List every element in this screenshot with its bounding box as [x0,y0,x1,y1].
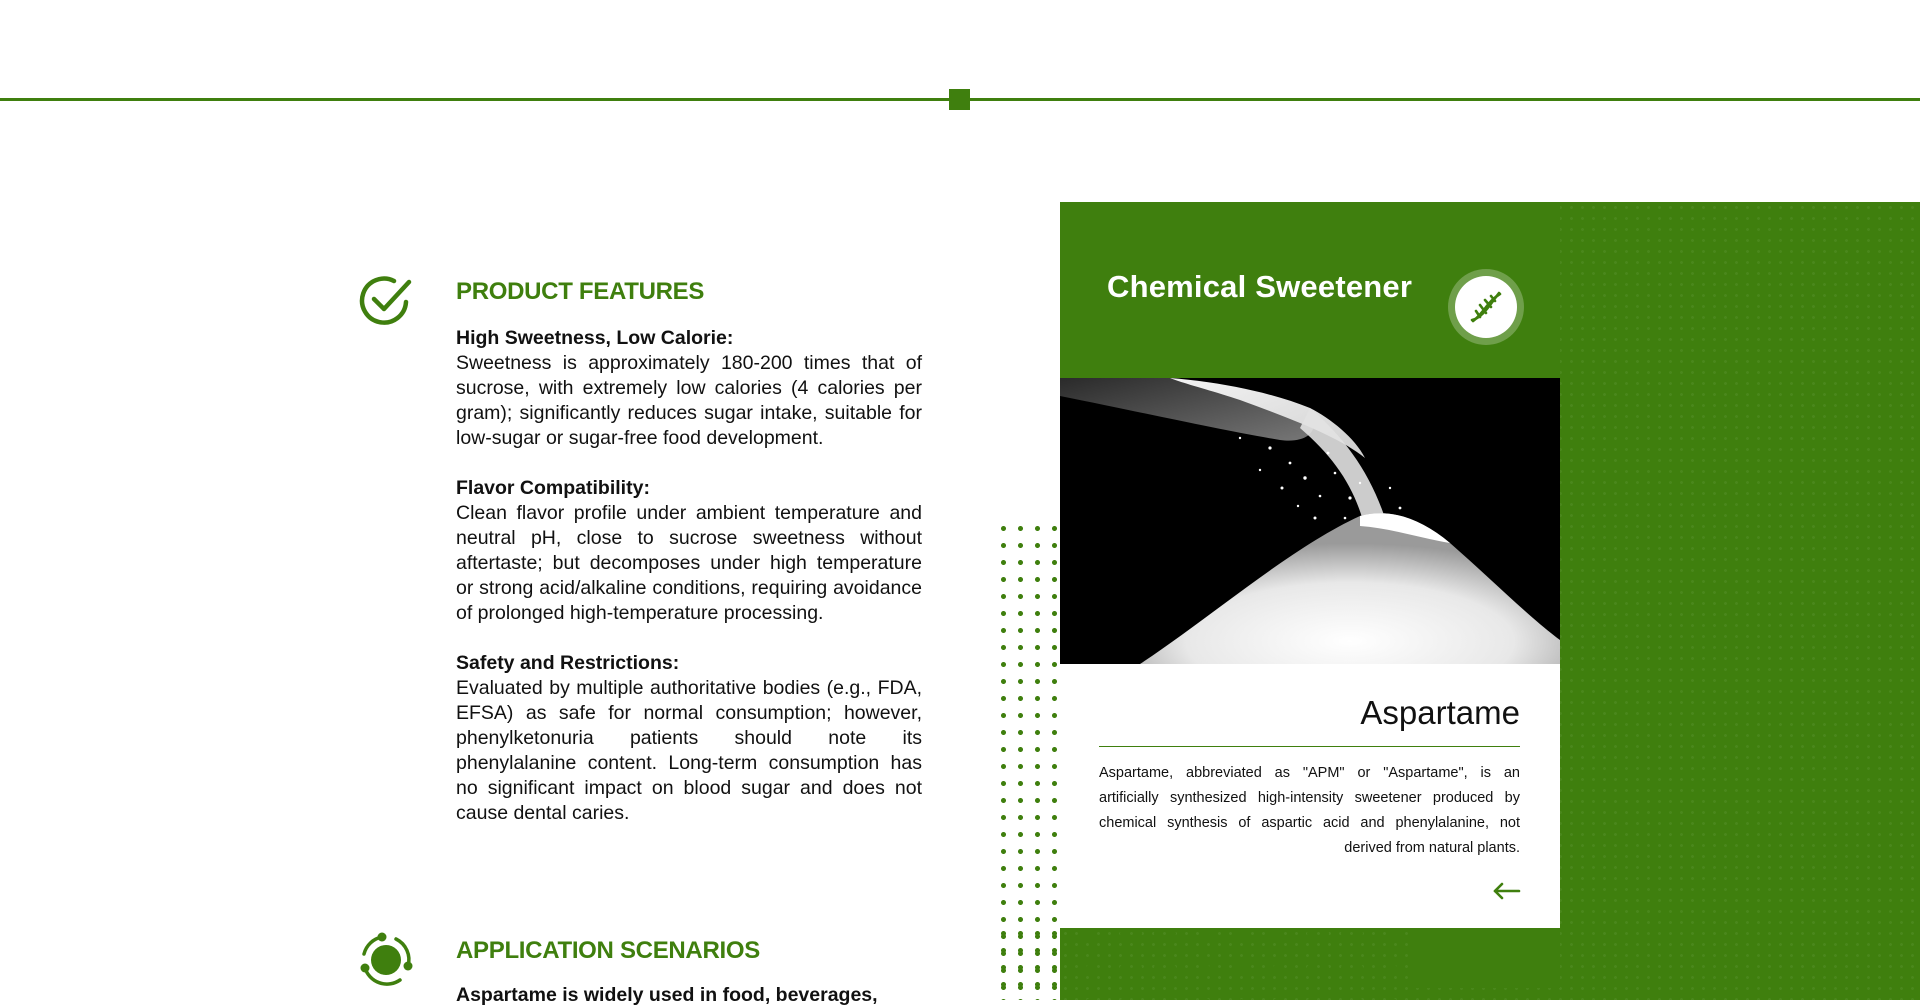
feature-text: Evaluated by multiple authoritative bodies (e.g., FDA, EFSA) as safe for normal consumption; however, phenylketonuria patients should note its phenylalanine content. Long-term consumption has no significant impact on blood sugar and does not cause dental caries. [456,677,922,824]
feature-title: High Sweetness, Low Calorie: [456,327,734,349]
features-heading: PRODUCT FEATURES [456,278,705,305]
card-divider [1099,746,1520,747]
sugar-spoon-icon [1060,378,1560,664]
applications-heading: APPLICATION SCENARIOS [456,937,760,964]
feature-title: Safety and Restrictions: [456,652,680,674]
dna-icon [1466,287,1506,327]
product-name: Aspartame [1360,694,1520,731]
feature-item [456,326,922,451]
card-header [1060,202,1560,378]
product-image [1060,378,1560,664]
card-accent-strip [1414,928,1560,988]
feature-title: Flavor Compatibility: [456,477,650,499]
feature-item [456,651,922,826]
arrow-left-icon[interactable] [1492,882,1522,900]
features-list [456,326,922,851]
divider-square [949,89,970,110]
card-body [1060,664,1560,928]
orbit-icon [356,930,416,990]
card-title: Chemical Sweetener [1107,269,1413,304]
product-description: Aspartame, abbreviated as "APM" or "Aspartame", is an artificially synthesized high-intensity sweetener produced by chemical synthesis of aspartic acid and phenylalanine, not derived from natural plants. [1099,765,1520,856]
feature-item [456,476,922,626]
feature-text: Sweetness is approximately 180-200 times that of sucrose, with extremely low calories (4 calories per gram); significantly reduces sugar intake, suitable for low-sugar or sugar-free food development. [456,352,922,449]
category-badge [1448,269,1524,345]
feature-text: Clean flavor profile under ambient temperature and neutral pH, close to sucrose sweetness without aftertaste; but decomposes under high temperature or strong acid/alkaline conditions, requiring avoidance of prolonged high-temperature processing. [456,502,922,624]
dot-pattern-horizontal [995,925,1415,1000]
applications-text: Aspartame is widely used in food, beverages, [456,984,878,1006]
check-circle-icon [356,270,416,330]
